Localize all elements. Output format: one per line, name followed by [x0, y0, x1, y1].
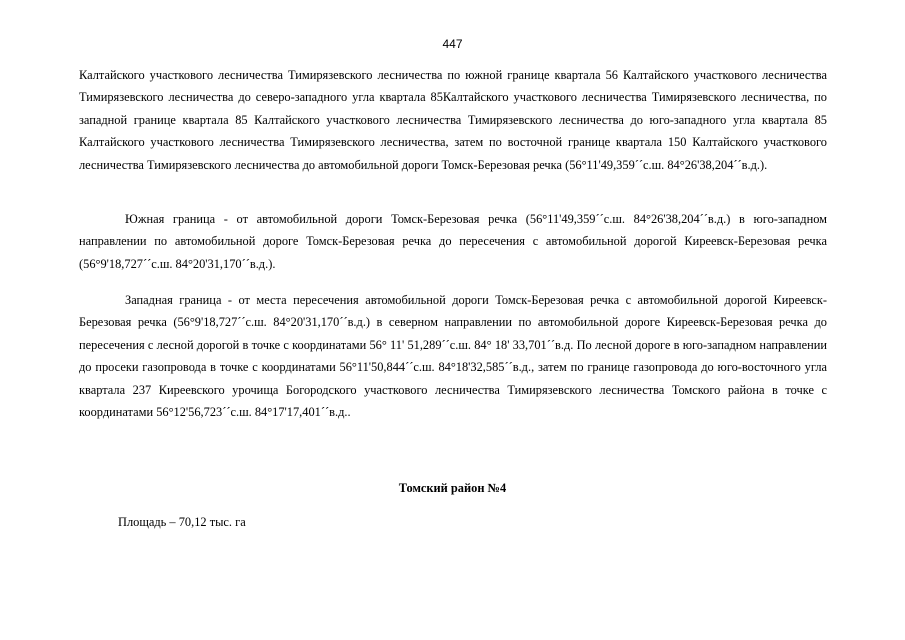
- western-boundary-paragraph: Западная граница - от места пересечения автомобильной дороги Томск-Березовая речка с автомобильной дорогой Киреевск-Березовая речка (56°9'18,727´´с.ш. 84°20'31,170´´в.д.) в северном направлении по автомобильной дороге Киреевск-Березовая речка до пересечения с лесной дорогой в точке с координатами 56° 11' 51,289´´с.ш. 84° 18' 33,701´´в.д. По лесной дороге в юго-западном направлении до просеки газопровода в точке с координатами 56°11'50,844´´с.ш. 84°18'32,585´´в.д., затем по границе газопровода до юго-восточного угла квартала 237 Киреевского урочища Богородского участкового лесничества Тимирязевского лесничества Томского района в точке с координатами 56°12'56,723´´с.ш. 84°17'17,401´´в.д..: [79, 293, 827, 420]
- southern-boundary-paragraph: Южная граница - от автомобильной дороги Томск-Березовая речка (56°11'49,359´´с.ш. 84°26'38,204´´в.д.) в юго-западном направлении по автомобильной дороге Томск-Березовая речка до пересечения с автомобильной дорогой Киреевск-Березовая речка (56°9'18,727´´с.ш. 84°20'31,170´´в.д.).: [79, 212, 827, 271]
- page-number: 447: [442, 37, 463, 51]
- area-text: Площадь – 70,12 тыс. га: [118, 515, 246, 529]
- boundary-paragraph-continued: Калтайского участкового лесничества Тимирязевского лесничества по южной границе квартала 56 Калтайского участкового лесничества Тимирязевского лесничества до северо-западного угла квартала 85Калтайского участкового лесничества Тимирязевского лесничества, по западной границе квартала 85 Калтайского участкового лесничества Тимирязевского лесничества до юго-западного угла квартала 85 Калтайского участкового лесничества Тимирязевского лесничества, затем по восточной границе квартала 150 Калтайского участкового лесничества Тимирязевского лесничества до автомобильной дороги Томск-Березовая речка (56°11'49,359´´с.ш. 84°26'38,204´´в.д.).: [79, 68, 827, 172]
- section-title: Томский район №4: [398, 481, 507, 495]
